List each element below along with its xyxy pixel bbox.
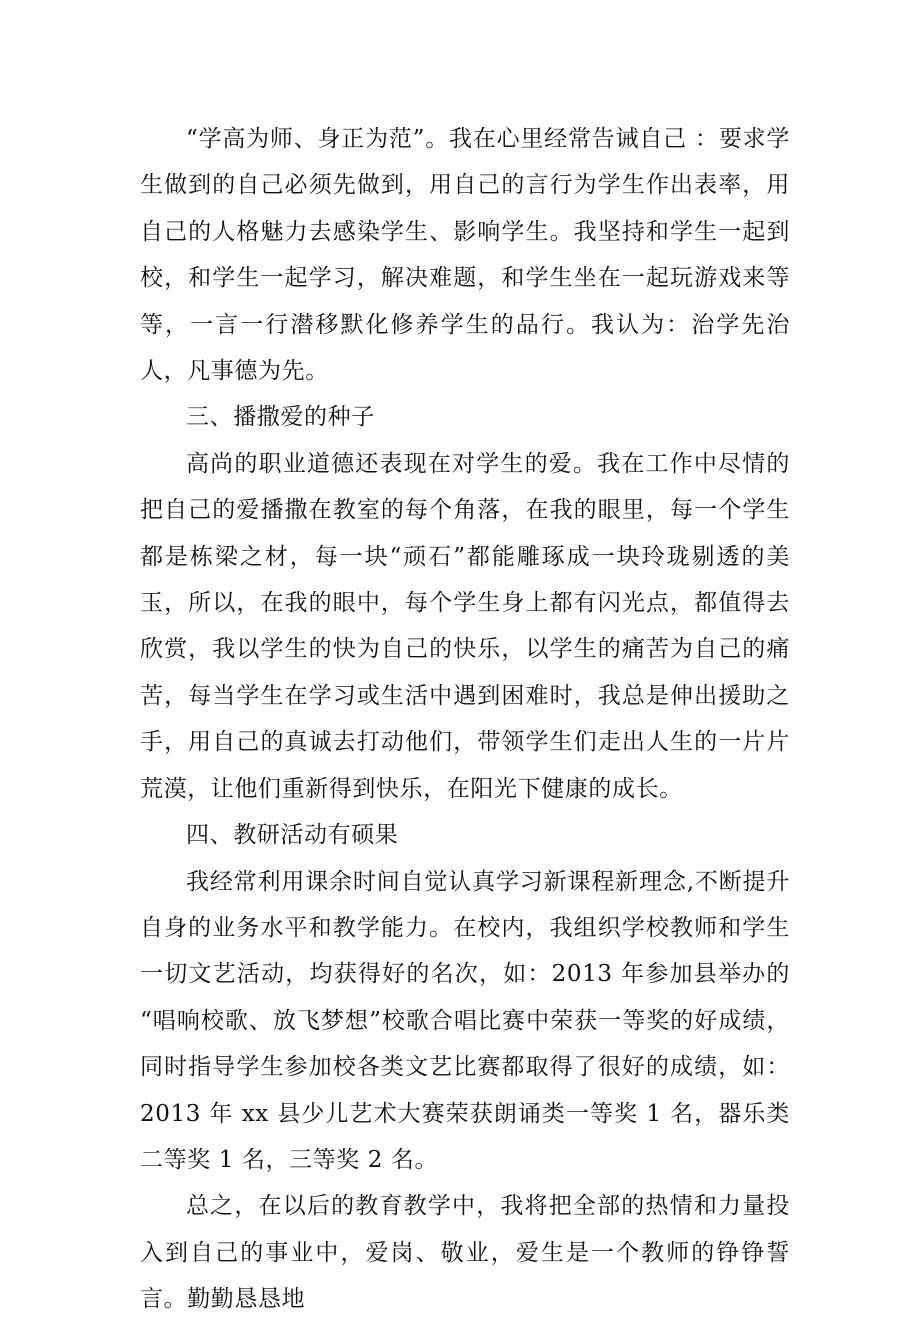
paragraph-research: 我经常利用课余时间自觉认真学习新课程新理念,不断提升自身的业务水平和教学能力。在校内，我组织学校教师和学生一切文艺活动，均获得好的名次，如：2013 年参加县举办的 “唱响校歌、放飞梦想”校歌合唱比赛中荣获一等奖的好成绩，同时指导学生参加校各类文艺比赛都取得了很好的成绩，如：2013 年 xx 县少儿艺术大赛荣获朗诵类一等奖 1 名，器乐类二等奖 1 名，三等奖 2 名。 — [140, 868, 790, 1173]
paragraph-role-model: “学高为师、身正为范”。我在心里经常告诫自己 ：要求学生做到的自己必须先做到，用自己的言行为学生作出表率，用自己的人格魅力去感染学生、影响学生。我坚持和学生一起到校，和学生一起学习，解决难题，和学生坐在一起玩游戏来等等，一言一行潜移默化修养学生的品行。我认为：治学先治人，凡事德为先。 — [140, 126, 790, 385]
paragraph-summary: 总之，在以后的教育教学中，我将把全部的热情和力量投入到自己的事业中，爱岗、敬业，爱生是一个教师的铮铮誓言。勤勤恳恳地 — [140, 1193, 790, 1313]
section-heading-4: 四、教研活动有硕果 — [186, 822, 399, 849]
section-heading-3: 三、播撒爱的种子 — [186, 404, 375, 431]
document-body — [140, 116, 790, 1323]
paragraph-love: 高尚的职业道德还表现在对学生的爱。我在工作中尽情的把自己的爱播撒在教室的每个角落，在我的眼里，每一个学生都是栋梁之材，每一块“顽石”都能雕琢成一块玲珑剔透的美玉，所以，在我的眼中，每个学生身上都有闪光点，都值得去欣赏，我以学生的快为自己的快乐，以学生的痛苦为自己的痛苦，每当学生在学习或生活中遇到困难时，我总是伸出援助之手，用自己的真诚去打动他们，带领学生们走出人生的一片片荒漠，让他们重新得到快乐，在阳光下健康的成长。 — [140, 450, 790, 802]
